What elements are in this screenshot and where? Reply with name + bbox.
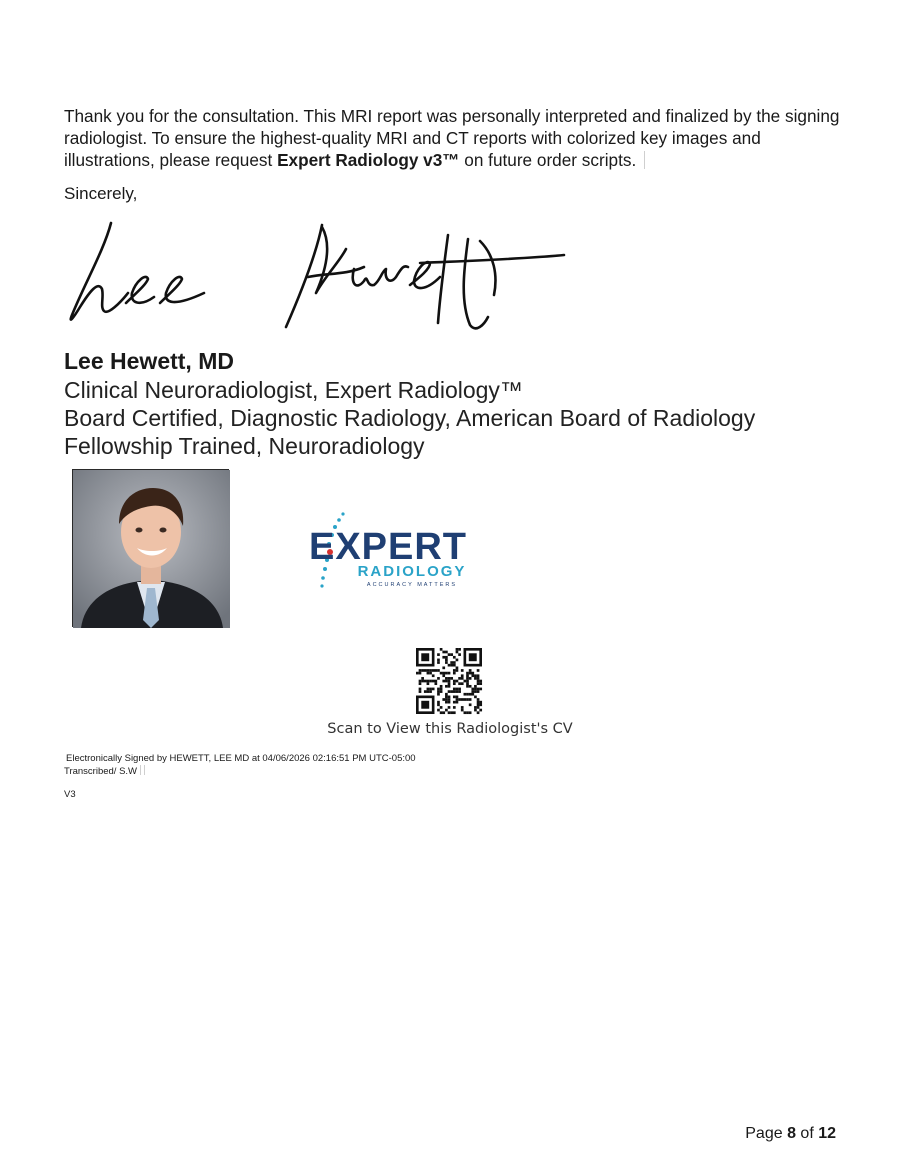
qr-code[interactable] <box>416 648 482 714</box>
electronic-signature-line: Electronically Signed by HEWETT, LEE MD at 04/06/2026 02:16:51 PM UTC-05:00 <box>66 753 416 764</box>
text-caret <box>140 765 141 775</box>
signature-text: Lee Hewett <box>64 202 145 219</box>
logo-tagline: ACCURACY MATTERS <box>366 582 458 588</box>
expert-radiology-logo <box>284 508 494 592</box>
handwritten-signature <box>64 202 624 350</box>
current-page: 8 <box>787 1125 796 1142</box>
qr-caption: Scan to View this Radiologist's CV <box>327 721 573 737</box>
version-label: V3 <box>64 789 76 800</box>
logo-word-expert: EXPERT <box>308 526 468 568</box>
total-pages: 12 <box>818 1125 836 1142</box>
logo-word-radiology: RADIOLOGY <box>357 563 467 580</box>
radiologist-name: Lee Hewett, MD <box>64 348 234 374</box>
text-caret <box>144 765 145 775</box>
credential-line: Fellowship Trained, Neuroradiology <box>64 433 425 459</box>
page-middle: of <box>795 1125 819 1142</box>
credential-line: Clinical Neuroradiologist, Expert Radiology™ <box>64 377 523 403</box>
product-name: Expert Radiology v3™ <box>277 150 460 170</box>
text-caret <box>644 151 645 169</box>
page-indicator <box>745 1125 836 1143</box>
intro-text-2: on future order scripts. <box>459 150 637 170</box>
page-prefix: Page <box>745 1125 788 1142</box>
intro-text-1: Thank you for the consultation. This MRI report was personally interpreted and finalized by the signing radiologist. To ensure the highest-quality MRI and CT reports with colorized key images and illustrations, please request <box>64 106 840 170</box>
transcribed-line <box>64 765 145 777</box>
credential-line: Board Certified, Diagnostic Radiology, American Board of Radiology <box>64 405 756 431</box>
closing-salutation: Sincerely, <box>64 184 138 203</box>
intro-paragraph <box>64 105 854 171</box>
radiologist-photo <box>72 469 229 627</box>
transcribed-text: Transcribed/ S.W <box>64 766 138 777</box>
